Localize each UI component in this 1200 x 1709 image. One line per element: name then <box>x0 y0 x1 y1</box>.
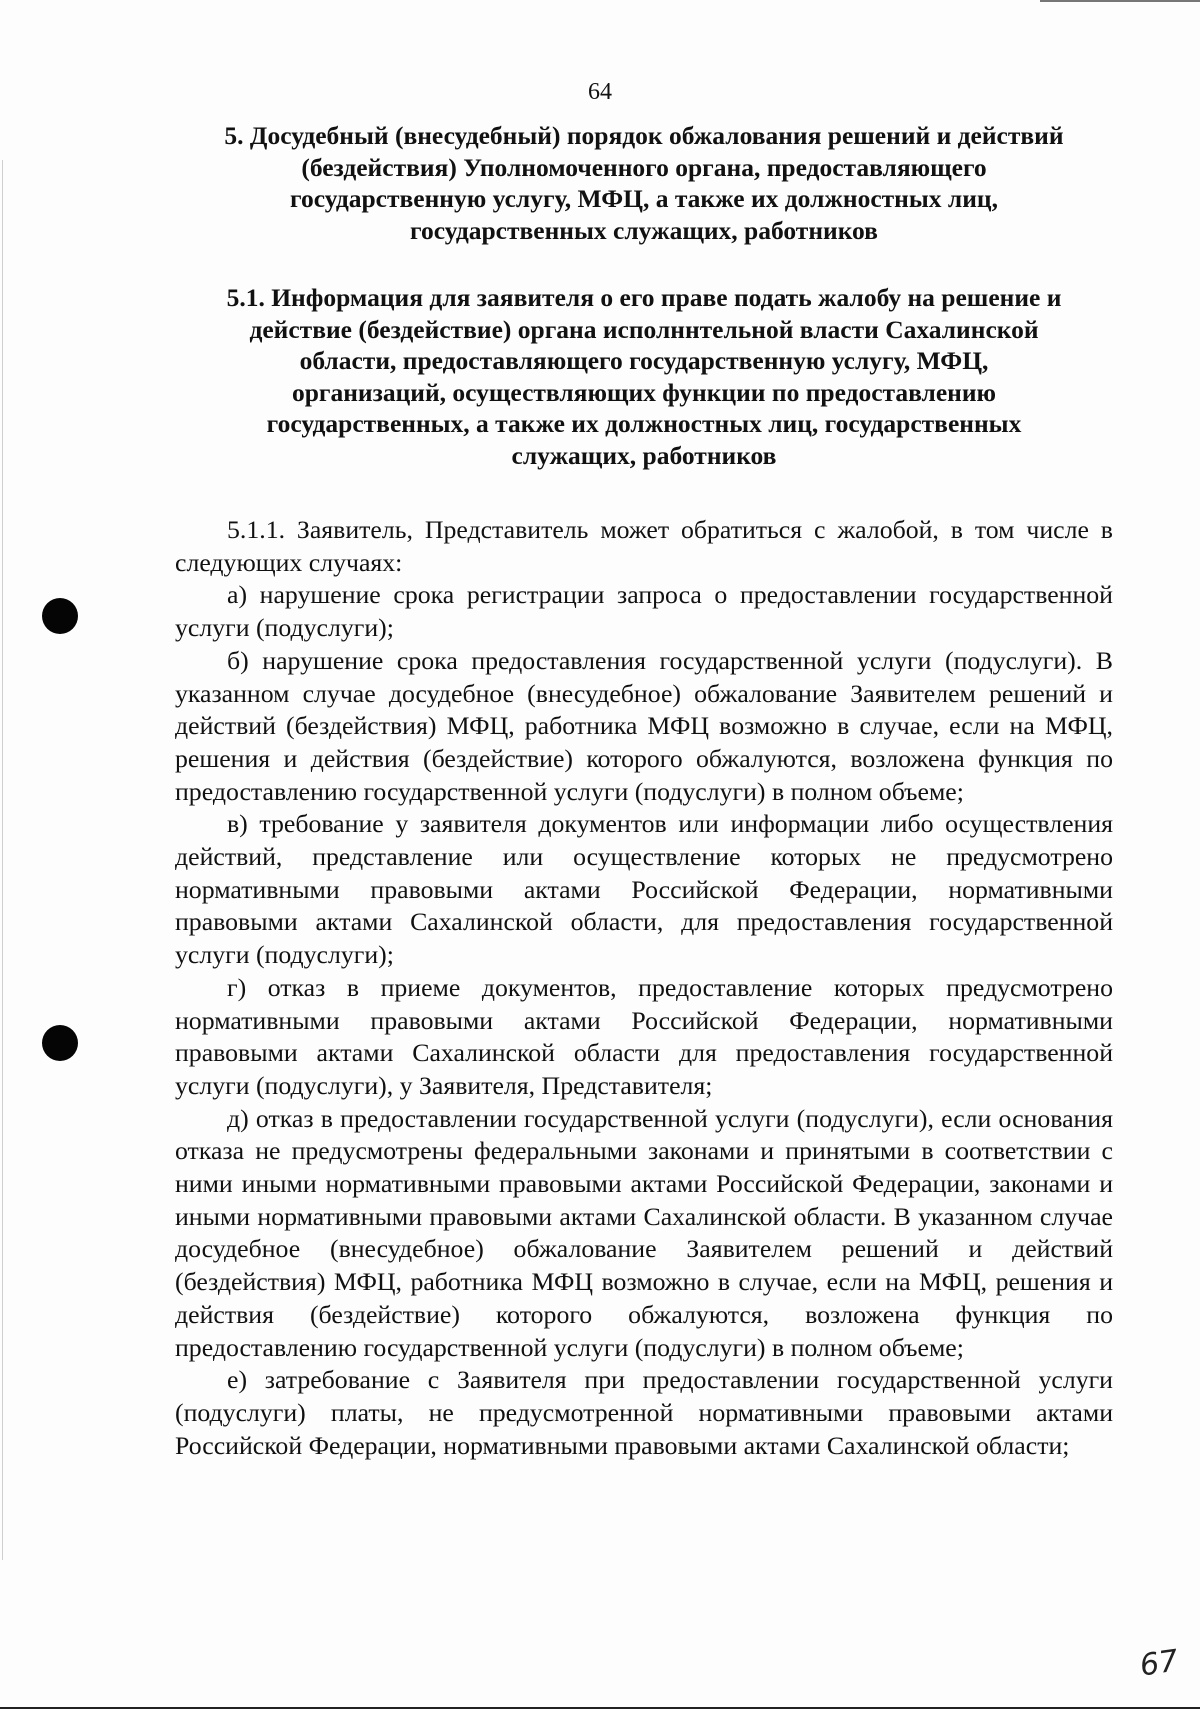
subsection-heading <box>170 282 1118 471</box>
paragraph-intro: 5.1.1. Заявитель, Представитель может обратиться с жалобой, в том числе в следующих случаях: <box>175 515 1113 577</box>
subsection-heading-line: служащих, работников <box>511 440 777 470</box>
subsection-heading-line: 5.1. Информация для заявителя о его праве подать жалобу на решение и <box>226 283 1062 312</box>
handwritten-page-number: 67 <box>1137 1643 1181 1684</box>
body-text <box>175 514 1113 1462</box>
paragraph-item-g: г) отказ в приеме документов, предоставление которых предусмотрено нормативными правовыми актами Российской Федерации, нормативными правовыми актами Сахалинской области для предоставления государственной услуги (подуслуги), у Заявителя, Представителя; <box>175 972 1113 1100</box>
subsection-heading-line: действие (бездействие) органа исполннтельной власти Сахалинской <box>249 314 1039 344</box>
subsection-heading-line: государственных, а также их должностных лиц, государственных <box>266 409 1022 438</box>
scan-edge-top <box>1040 0 1200 2</box>
page-number: 64 <box>588 79 612 105</box>
section-heading <box>170 120 1118 246</box>
subsection-heading-line: организаций, осуществляющих функции по предоставлению <box>291 377 997 407</box>
paragraph-item-a: а) нарушение срока регистрации запроса о предоставлении государственной услуги (подуслуги); <box>175 580 1113 643</box>
section-heading-line: государственную услугу, МФЦ, а также их должностных лиц, <box>290 184 998 213</box>
subsection-heading-line: области, предоставляющего государственную услугу, МФЦ, <box>299 346 989 375</box>
paragraph-item-b: б) нарушение срока предоставления государственной услуги (подуслуги). В указанном случае досудебное (внесудебное) обжалование Заявителем решений и действий (бездействия) МФЦ, работника МФЦ возможно в случае, если на МФЦ, решения и действия (бездействие) которого обжалуются, возложена функция по предоставлению государственной услуги (подуслуги) в полном объеме; <box>175 645 1113 806</box>
scan-edge-left <box>2 160 3 1560</box>
section-heading-line: государственных служащих, работников <box>410 215 878 245</box>
punch-hole-bottom <box>42 1025 78 1061</box>
paragraph-item-d: д) отказ в предоставлении государственной услуги (подуслуги), если основания отказа не предусмотрены федеральными законами и принятыми в соответствии с ними иными нормативными правовыми актами Российской Федерации, законами и иными нормативными правовыми актами Сахалинской области. В указанном случае досудебное (внесудебное) обжалование Заявителем решений и действий (бездействия) МФЦ, работника МФЦ возможно в случае, если на МФЦ, решения и действия (бездействие) которого обжалуются, возложена функция по предоставлению государственной услуги (подуслуги) в полном объеме; <box>175 1103 1113 1362</box>
section-heading-line: 5. Досудебный (внесудебный) порядок обжалования решений и действий <box>224 121 1064 150</box>
section-heading-line: (бездействия) Уполномоченного органа, предоставляющего <box>301 152 987 182</box>
paragraph-item-v: в) требование у заявителя документов или информации либо осуществления действий, представление или осуществление которых не предусмотрено нормативными правовыми актами Российской Федерации, нормативными правовыми актами Сахалинской области, для предоставления государственной услуги (подуслуги); <box>175 809 1113 970</box>
punch-hole-top <box>42 598 78 634</box>
paragraph-item-e: е) затребование с Заявителя при предоставлении государственной услуги (подуслуги) платы, не предусмотренной нормативными правовыми актами Российской Федерации, нормативными правовыми актами Сахалинской области; <box>175 1365 1113 1460</box>
